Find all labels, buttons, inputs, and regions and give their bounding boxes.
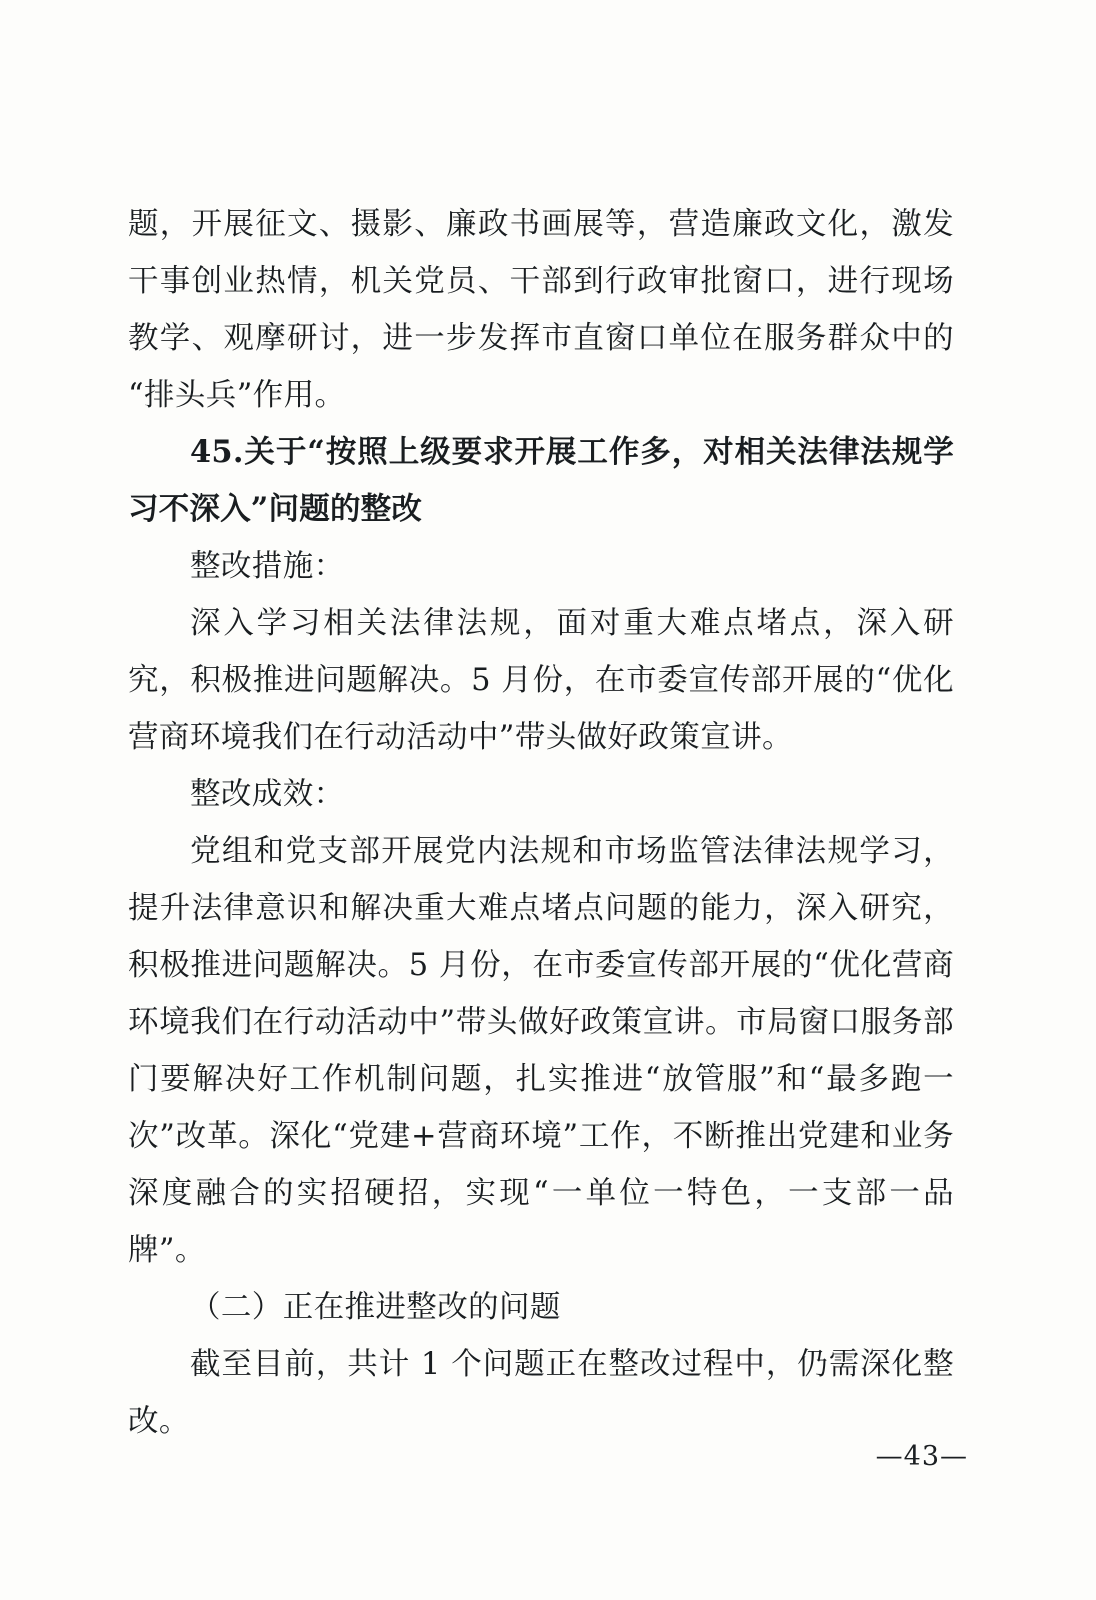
section-heading-45: 45.关于“按照上级要求开展工作多，对相关法律法规学习不深入”问题的整改 [128, 434, 954, 527]
paragraph-continuation: 题，开展征文、摄影、廉政书画展等，营造廉政文化，激发干事创业热情，机关党员、干部到行政审批窗口，进行现场教学、观摩研讨，进一步发挥市直窗口单位在服务群众中的“排头兵”作用。 [128, 207, 954, 413]
label-rectification-results: 整改成效： [190, 777, 345, 812]
document-body [128, 196, 954, 1450]
label-rectification-measures: 整改措施： [190, 549, 345, 584]
subheading-section-two: （二）正在推进整改的问题 [190, 1290, 561, 1325]
page-number: —43— [875, 1441, 968, 1472]
paragraph-rectification-measures: 深入学习相关法律法规，面对重大难点堵点，深入研究，积极推进问题解决。5 月份，在市委宣传部开展的“优化营商环境我们在行动活动中”带头做好政策宣讲。 [128, 606, 954, 755]
paragraph-rectification-results: 党组和党支部开展党内法规和市场监管法律法规学习，提升法律意识和解决重大难点堵点问题的能力，深入研究，积极推进问题解决。5 月份，在市委宣传部开展的“优化营商环境我们在行动活动中”带头做好政策宣讲。市局窗口服务部门要解决好工作机制问题，扎实推进“放管服”和“最多跑一次”改革。深化“党建+营商环境”工作，不断推出党建和业务深度融合的实招硬招，实现“一单位一特色，一支部一品牌”。 [128, 834, 954, 1268]
paragraph-pending-issues: 截至目前，共计 1 个问题正在整改过程中，仍需深化整改。 [128, 1347, 954, 1439]
